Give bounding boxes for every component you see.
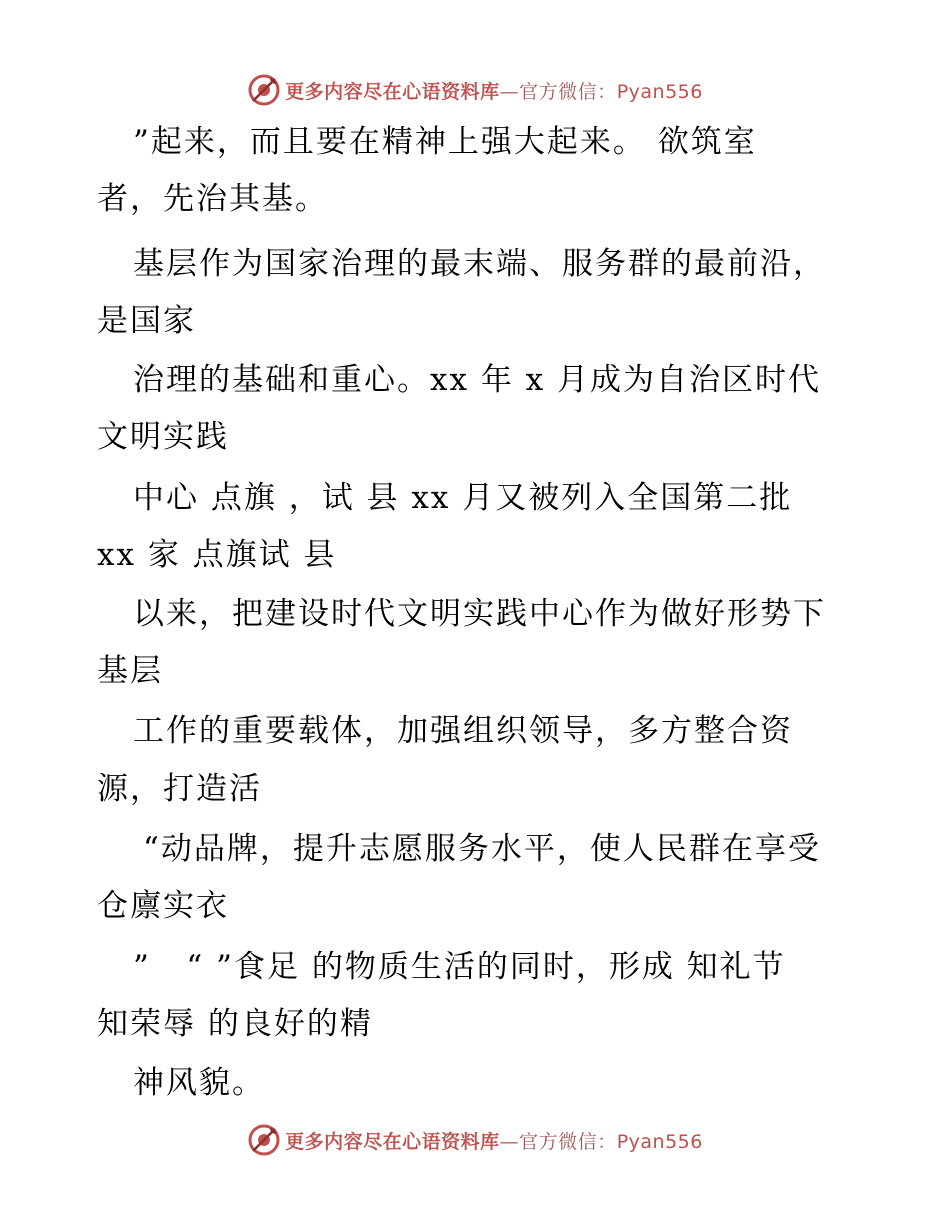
header-dash: — [499,80,520,103]
header-wechat-label: 官方微信： [519,80,617,103]
text-line-6: 文明实践 [97,419,229,455]
text-line-12: 源，打造活 [97,771,262,807]
footer-banner [0,1120,950,1160]
text-line-14: 仓廪实衣 [97,888,229,924]
text-line-4: 是国家 [97,303,196,339]
header-banner [0,70,950,110]
footer-text [285,1127,703,1154]
text-line-2: 者，先治其基。 [97,181,328,217]
footer-main-text: 更多内容尽在心语资料库 [285,1130,500,1153]
text-line-1: ”起来，而且要在精神上强大起来。 欲筑室 [133,124,757,160]
text-line-11: 工作的重要载体，加强组织领导，多方整合资 [133,713,793,749]
text-line-7: 中心 点旗 ，试 县 xx 月又被列入全国第二批 [133,480,793,516]
text-line-16: 知荣辱 的良好的精 [97,1006,373,1042]
brand-logo-icon [247,1123,281,1157]
footer-wechat-label: 官方微信： [519,1130,617,1153]
text-line-3: 基层作为国家治理的最末端、服务群的最前沿， [133,246,826,282]
brand-logo-icon [247,73,281,107]
text-line-15: ” “ ”食足 的物质生活的同时，形成 知礼节 [133,949,786,985]
header-wechat-id: Pyan556 [616,80,703,103]
footer-wechat-id: Pyan556 [616,1130,703,1153]
text-line-17: 神风貌。 [133,1065,265,1101]
text-line-9: 以来，把建设时代文明实践中心作为做好形势下 [133,596,826,632]
text-line-8: xx 家 点旗试 县 [97,537,337,573]
header-main-text: 更多内容尽在心语资料库 [285,80,500,103]
text-line-13: “动品牌，提升志愿服务水平，使人民群在享受 [143,831,821,867]
footer-dash: — [499,1130,520,1153]
header-text [285,77,703,104]
text-line-10: 基层 [97,653,163,689]
text-line-5: 治理的基础和重心。xx 年 x 月成为自治区时代 [133,362,822,398]
